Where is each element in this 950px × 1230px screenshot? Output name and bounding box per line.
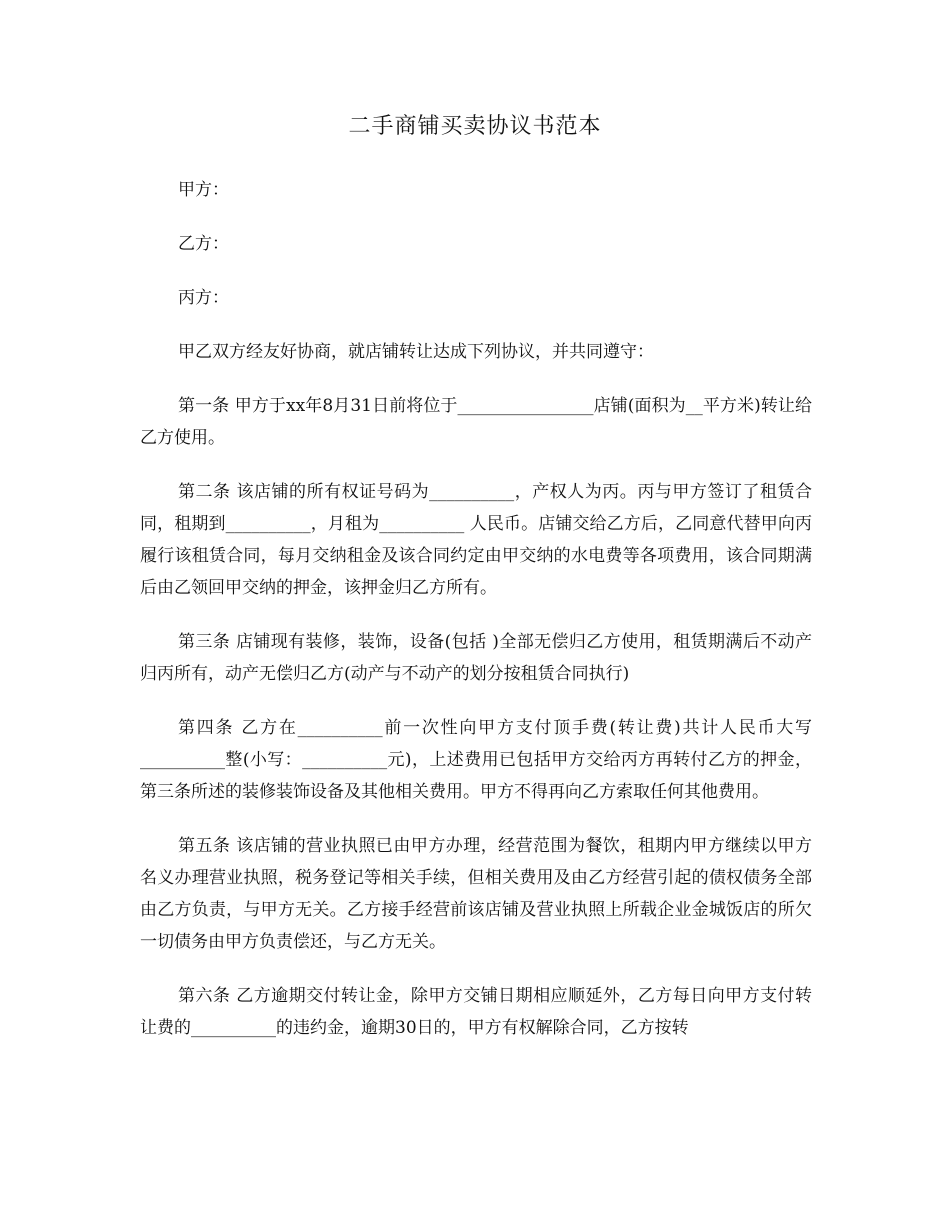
party-c-line: 丙方： bbox=[178, 288, 229, 308]
clause-4: 第四条 乙方在__________前一次性向甲方支付顶手费(转让费)共计人民币大写__________整(小写：__________元)，上述费用已包括甲方交给丙方再转付乙方的押金，第三条所述的装修装饰设备及其他相关费用。甲方不得再向乙方索取任何其他费用。 bbox=[140, 718, 812, 802]
party-a-line: 甲方： bbox=[178, 180, 229, 200]
intro-paragraph: 甲乙双方经友好协商，就店铺转让达成下列协议，并共同遵守： bbox=[178, 342, 654, 362]
clause-6: 第六条 乙方逾期交付转让金，除甲方交铺日期相应顺延外，乙方每日向甲方支付转让费的__________的违约金，逾期30日的，甲方有权解除合同，乙方按转 bbox=[140, 986, 812, 1038]
clause-1: 第一条 甲方于xx年8月31日前将位于________________店铺(面积为__平方米)转让给乙方使用。 bbox=[140, 396, 812, 448]
document-body bbox=[140, 174, 812, 1066]
clause-3: 第三条 店铺现有装修，装饰，设备(包括 )全部无偿归乙方使用，租赁期满后不动产归丙所有，动产无偿归乙方(动产与不动产的划分按租赁合同执行) bbox=[140, 632, 812, 684]
clause-5: 第五条 该店铺的营业执照已由甲方办理，经营范围为餐饮，租期内甲方继续以甲方名义办理营业执照，税务登记等相关手续，但相关费用及由乙方经营引起的债权债务全部由乙方负责，与甲方无关。乙方接手经营前该店铺及营业执照上所载企业金城饭店的所欠一切债务由甲方负责偿还，与乙方无关。 bbox=[140, 836, 812, 952]
party-b-line: 乙方： bbox=[178, 234, 229, 254]
clause-2: 第二条 该店铺的所有权证号码为__________，产权人为丙。丙与甲方签订了租赁合同，租期到__________，月租为__________ 人民币。店铺交给乙方后，乙同意代替甲向丙履行该租赁合同，每月交纳租金及该合同约定由甲交纳的水电费等各项费用，该合同期满后由乙领回甲交纳的押金，该押金归乙方所有。 bbox=[140, 482, 812, 598]
document-title: 二手商铺买卖协议书范本 bbox=[348, 114, 602, 139]
